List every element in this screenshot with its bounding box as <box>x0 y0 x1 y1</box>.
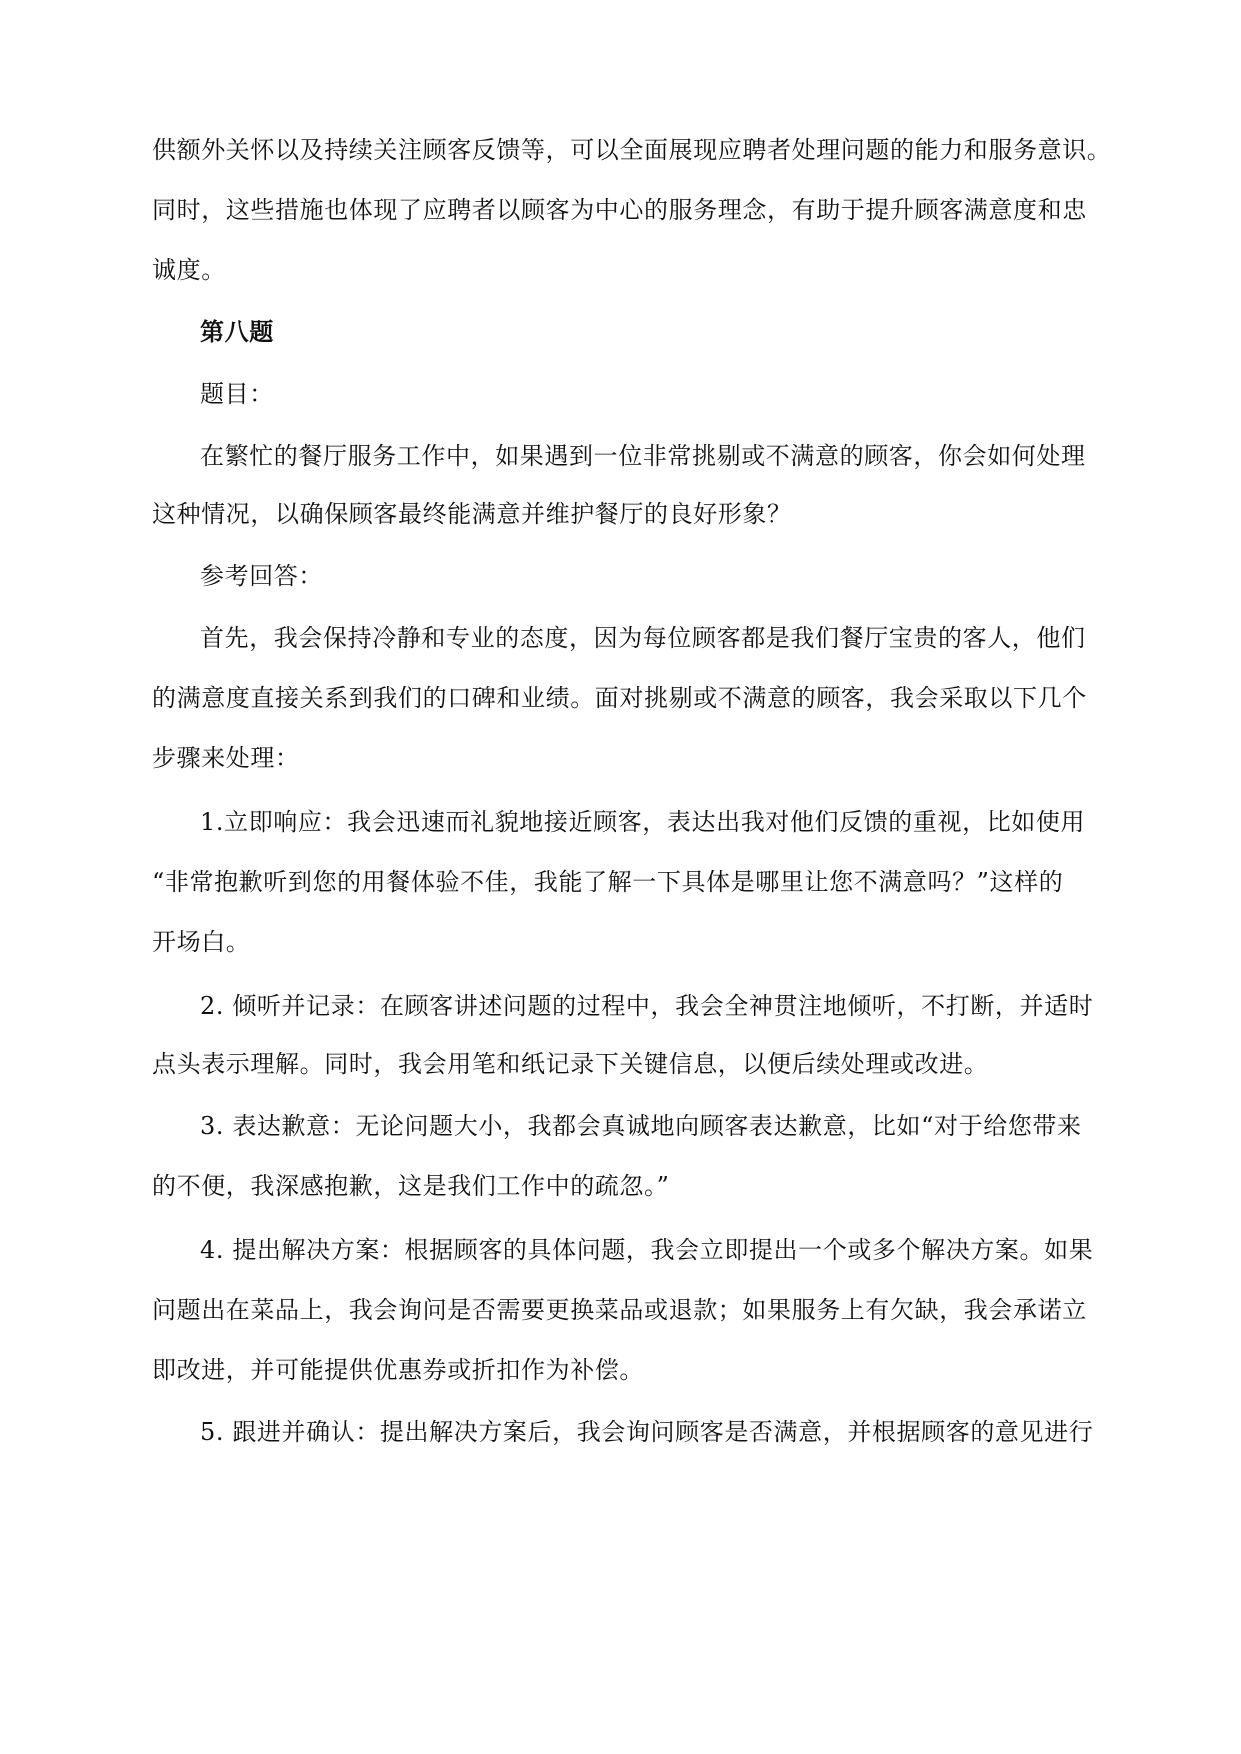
list-item-line: “非常抱歉听到您的用餐体验不佳，我能了解一下具体是哪里让您不满意吗？”这样的 <box>152 868 1064 896</box>
text-line: 供额外关怀以及持续关注顾客反馈等，可以全面展现应聘者处理问题的能力和服务意识。 <box>152 136 1112 164</box>
answer-label: 参考回答： <box>200 562 323 590</box>
text-line: 首先，我会保持冷静和专业的态度，因为每位顾客都是我们餐厅宝贵的客人，他们 <box>200 624 1086 652</box>
text-line: 同时，这些措施也体现了应聘者以顾客为中心的服务理念，有助于提升顾客满意度和忠 <box>152 196 1087 224</box>
list-item-line: 3. 表达歉意：无论问题大小，我都会真诚地向顾客表达歉意，比如“对于给您带来 <box>200 1112 1082 1140</box>
text-line: 在繁忙的餐厅服务工作中，如果遇到一位非常挑剔或不满意的顾客，你会如何处理 <box>200 442 1086 470</box>
list-item-line: 4. 提出解决方案：根据顾客的具体问题，我会立即提出一个或多个解决方案。如果 <box>200 1236 1094 1264</box>
list-item-line: 开场白。 <box>152 928 251 956</box>
list-item-line: 5. 跟进并确认：提出解决方案后，我会询问顾客是否满意，并根据顾客的意见进行 <box>200 1418 1094 1446</box>
list-item-line: 1.立即响应：我会迅速而礼貌地接近顾客，表达出我对他们反馈的重视，比如使用 <box>200 808 1086 836</box>
list-item-line: 2. 倾听并记录：在顾客讲述问题的过程中，我会全神贯注地倾听，不打断，并适时 <box>200 992 1094 1020</box>
text-line: 的满意度直接关系到我们的口碑和业绩。面对挑剔或不满意的顾客，我会采取以下几个 <box>152 684 1087 712</box>
section-heading: 第八题 <box>200 317 274 346</box>
text-line: 步骤来处理： <box>152 744 300 772</box>
text-line: 这种情况，以确保顾客最终能满意并维护餐厅的良好形象？ <box>152 500 792 528</box>
list-item-line: 的不便，我深感抱歉，这是我们工作中的疏忽。” <box>152 1172 670 1200</box>
text-line: 诚度。 <box>152 256 226 284</box>
list-item-line: 问题出在菜品上，我会询问是否需要更换菜品或退款；如果服务上有欠缺，我会承诺立 <box>152 1296 1087 1324</box>
list-item-line: 点头表示理解。同时，我会用笔和纸记录下关键信息，以便后续处理或改进。 <box>152 1050 989 1078</box>
list-item-line: 即改进，并可能提供优惠券或折扣作为补偿。 <box>152 1356 644 1384</box>
question-label: 题目： <box>200 380 274 408</box>
